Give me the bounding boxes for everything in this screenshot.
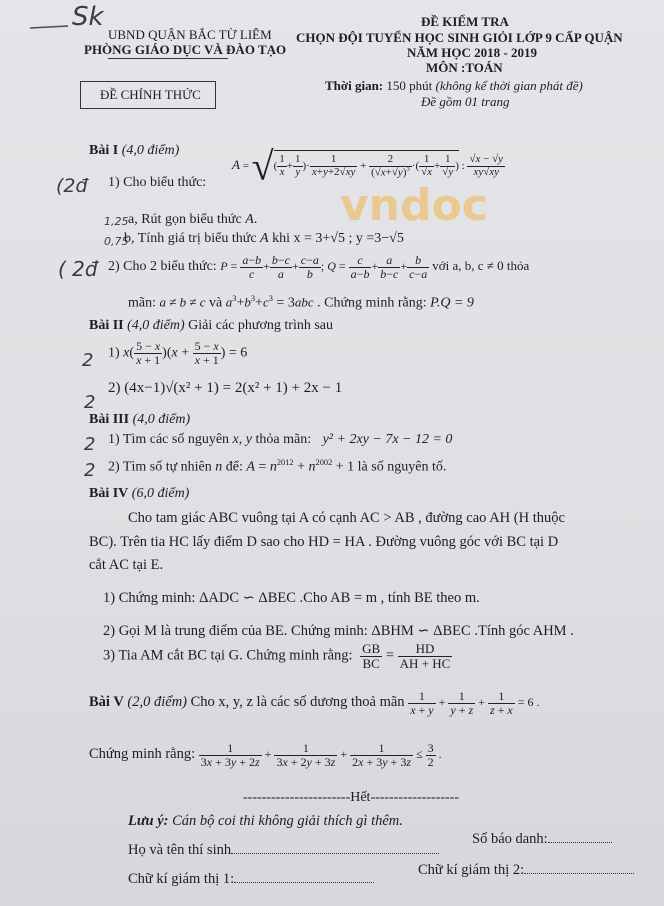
bai1-expression-a: A = √( $\frac{1}{x}$ + $\frac{1}{y}$ )· $\frac{1}{x+y+2√xy}$ + $\frac{2}{(√x+√y)^3}$ ·( $\frac{1}{√x}$ + $\frac{1}{√y}$ ) : $\frac{√x - √y}{xy√xy}$ [232, 143, 504, 189]
bai2-q2: 2) (4x−1)√(x² + 1) = 2(x² + 1) + 2x − 1 [108, 380, 343, 396]
time-label: Thời gian: [325, 78, 384, 93]
school-year: NĂM HỌC 2018 - 2019 [407, 45, 537, 60]
hand-bai3-q1: 2 [84, 434, 96, 455]
pages-note: Đề gồm 01 trang [421, 94, 510, 109]
pen-scribble-top [28, 16, 98, 36]
hand-bai1-q1: (2đ [56, 175, 88, 197]
bai5-line: Bài V (2,0 điểm) Cho x, y, z là các số dương thoả mãn $\frac{1}{x + y}$ + $\frac{1}{y + z}$ + $\frac{1}{z + x}$ = 6 . [89, 689, 540, 717]
department-underline [108, 58, 228, 59]
hand-bai2-q2: 2 [84, 392, 96, 413]
time-value: 150 phút [386, 78, 433, 93]
bai4-line2: BC). Trên tia HC lấy điểm D sao cho HD = HA . Đường vuông góc với BC tại D [89, 534, 559, 550]
exam-title: ĐỀ KIỂM TRA [421, 14, 509, 29]
bai1-q1a: a, Rút gọn biểu thức A. [128, 212, 258, 227]
vndoc-watermark: vndoc [340, 180, 488, 231]
end-marker: -----------------------Hết------------------- [243, 790, 460, 805]
bai3-q2: 2) Tìm số tự nhiên n để: $A = n^{2012} + n^{2002} + 1$ là số nguyên tố. [108, 458, 447, 475]
subject: MÔN :TOÁN [426, 60, 503, 75]
official-exam-label: ĐỀ CHÍNH THỨC [100, 87, 201, 102]
bai1-q1-label: 1) Cho biểu thức: [108, 175, 207, 190]
hand-bai2-q1: 2 [82, 350, 94, 371]
bai1-q2-condition: mãn: a ≠ b ≠ c và $a^3+b^3+c^3 = 3abc$ . Chứng minh rằng: P.Q = 9 [128, 294, 474, 311]
time-note: (không kể thời gian phát đề) [435, 78, 583, 93]
candidate-number-field: Số báo danh: [472, 831, 612, 848]
hand-bai3-q2: 2 [84, 460, 96, 481]
bai4-q3: 3) Tia AM cắt BC tại G. Chứng minh rằng: $\frac{GB}{BC}$ = $\frac{HD}{AH + HC}$ [103, 641, 451, 671]
bai1-heading [89, 143, 179, 159]
district-name: UBND QUẬN BẮC TỪ LIÊM [108, 27, 272, 42]
bai4-line3: cắt AC tại E. [89, 557, 164, 573]
bai4-line1: Cho tam giác ABC vuông tại A có cạnh AC > AB , đường cao AH (H thuộc [128, 510, 565, 526]
bai4-heading: Bài IV (6,0 điểm) [89, 486, 190, 501]
bai4-q1: 1) Chứng minh: ΔADC ∽ ΔBEC .Cho AB = m , tính BE theo m. [103, 590, 480, 606]
bai1-q1b: b, Tính giá trị biểu thức A khi x = 3+√5 ; y =3−√5 [124, 231, 404, 246]
candidate-name-field: Họ và tên thí sinh [128, 842, 439, 859]
bai1-title: Bài I [89, 143, 119, 158]
bai4-q2: 2) Gọi M là trung điểm của BE. Chứng minh: ΔBHM ∽ ΔBEC .Tính góc AHM . [103, 623, 574, 639]
invigilator-2-signature: Chữ kí giám thị 2: [418, 862, 634, 879]
bai5-prove: Chứng minh rằng: $\frac{1}{3x + 3y + 2z}$ + $\frac{1}{3x + 2y + 3z}$ + $\frac{1}{2x + 3y + 3z}$ ≤ $\frac{3}{2}$ . [89, 741, 442, 769]
time-line [325, 78, 583, 94]
invigilator-1-signature: Chữ kí giám thị 1: [128, 871, 374, 888]
exam-title-competition: CHỌN ĐỘI TUYỂN HỌC SINH GIỎI LỚP 9 CẤP QUẬN [296, 30, 623, 45]
note-line: Lưu ý: Cán bộ coi thi không giải thích gì thêm. [128, 813, 403, 829]
department-name: PHÒNG GIÁO DỤC VÀ ĐÀO TẠO [84, 42, 287, 57]
hand-bai1-b: 0,75 [104, 235, 129, 248]
bai2-q1: 1) x( $\frac{5 - x}{x + 1}$ )(x + $\frac{5 - x}{x + 1}$ ) = 6 [108, 339, 248, 367]
handwritten-mark-top: Sk [72, 2, 104, 32]
bai3-heading: Bài III (4,0 điểm) [89, 412, 191, 427]
bai1-q2-line: 2) Cho 2 biểu thức: P = $\frac{a-b}{c}$ + $\frac{b-c}{a}$ + $\frac{c-a}{b}$ ; Q = $\frac{c}{a-b}$ + $\frac{a}{b-c}$ + $\frac{b}{c-a}$ với a, b, c ≠ 0 thỏa [108, 253, 530, 281]
hand-bai1-q2: ( 2đ [58, 257, 98, 281]
bai2-heading: Bài II (4,0 điểm) Giải các phương trình sau [89, 318, 334, 333]
hand-bai1-a: 1,25 [104, 215, 129, 228]
bai3-q1: 1) Tìm các số nguyên x, y thỏa mãn: y² + 2xy − 7x − 12 = 0 [108, 432, 453, 447]
bai1-points: (4,0 điểm) [121, 143, 180, 158]
